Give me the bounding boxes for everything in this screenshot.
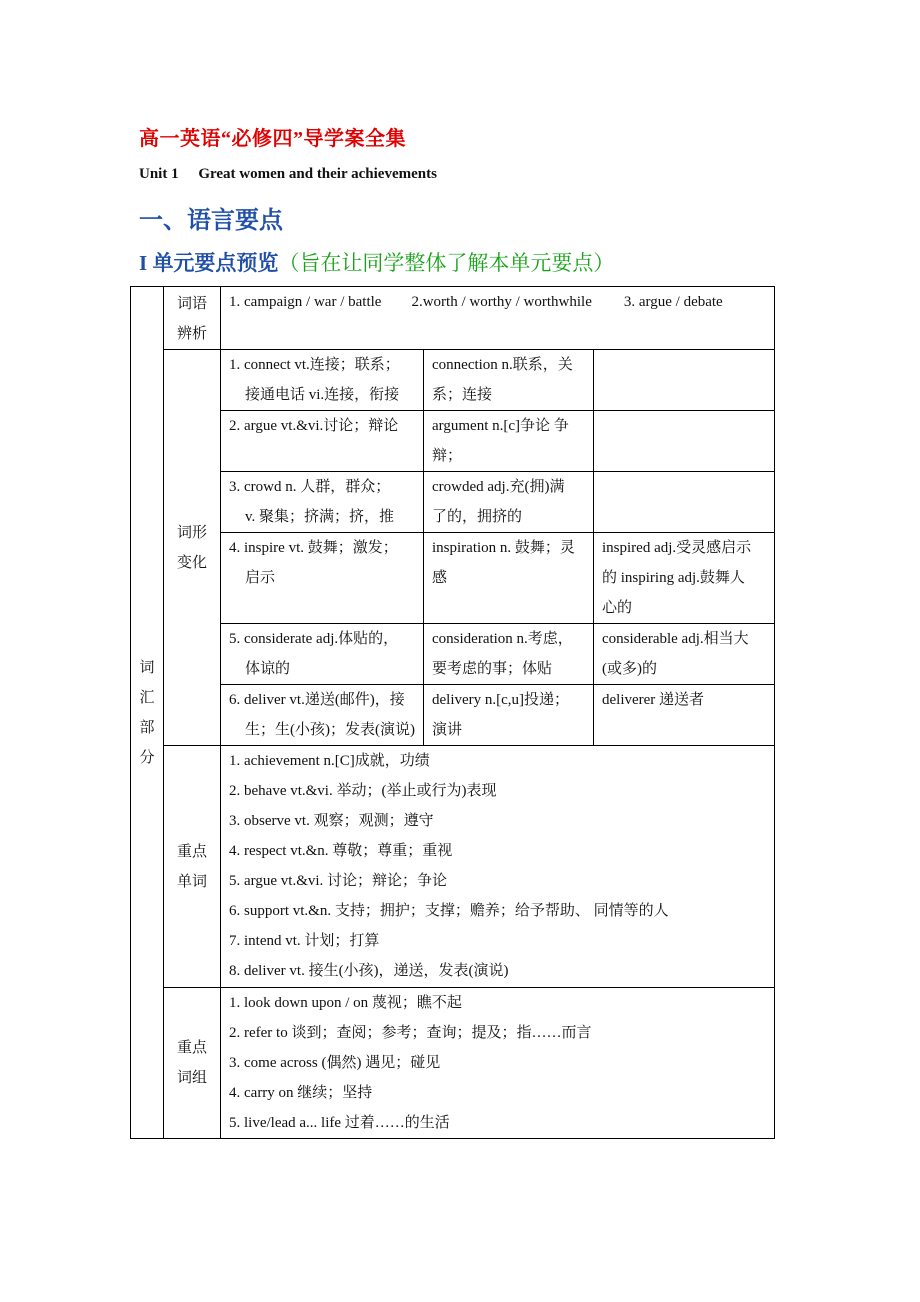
list-item: 6. support vt.&n. 支持；拥护；支撑；赡养；给予帮助、 同情等的人 (229, 903, 669, 919)
form-extra: inspired adj.受灵感启示 的 inspiring adj.鼓舞人 心的 (594, 533, 775, 624)
row-label-key-phrases: 重点 词组 (164, 988, 221, 1139)
unit-name: Great women and their achievements (198, 166, 437, 182)
vocabulary-table (130, 286, 775, 1139)
form-derived: argument n.[c]争论 争 辩； (424, 411, 594, 472)
list-item: 4. respect vt.&n. 尊敬；尊重；重视 (229, 843, 453, 859)
section-roman: I (139, 251, 148, 275)
row-label-forms: 词形 变化 (164, 350, 221, 746)
section-note: （旨在让同学整体了解本单元要点） (278, 251, 615, 275)
table-row (131, 988, 775, 1139)
table-row (131, 624, 775, 685)
category-char: 分 (139, 749, 155, 766)
list-item: 1. look down upon / on 蔑视；瞧不起 (229, 995, 462, 1011)
list-item: 5. live/lead a... life 过着……的生活 (229, 1115, 450, 1131)
table-row (131, 685, 775, 746)
form-derived: delivery n.[c,u]投递； 演讲 (424, 685, 594, 746)
form-base: 6. deliver vt.递送(邮件)，接 生；生(小孩)；发表(演说) (221, 685, 424, 746)
list-item: 5. argue vt.&vi. 讨论；辩论；争论 (229, 873, 448, 889)
unit-heading (139, 166, 437, 183)
doc-title: 高一英语“必修四”导学案全集 (139, 128, 406, 150)
table-row (131, 472, 775, 533)
form-derived: inspiration n. 鼓舞；灵 感 (424, 533, 594, 624)
form-base: 3. crowd n. 人群，群众； v. 聚集；挤满；挤，推 (221, 472, 424, 533)
form-base: 1. connect vt.连接；联系； 接通电话 vi.连接，衔接 (221, 350, 424, 411)
form-extra (594, 350, 775, 411)
list-item: 1. achievement n.[C]成就，功绩 (229, 753, 430, 769)
section-title: 单元要点预览 (152, 251, 279, 275)
section-heading-language-points: 一、语言要点 (139, 208, 283, 234)
list-item: 4. carry on 继续；坚持 (229, 1085, 373, 1101)
form-derived: consideration n.考虑， 要考虑的事；体贴 (424, 624, 594, 685)
form-extra (594, 472, 775, 533)
form-derived: connection n.联系，关 系；连接 (424, 350, 594, 411)
table-row (131, 287, 775, 350)
category-char: 部 (139, 719, 155, 736)
analysis-item: 3. argue / debate (623, 294, 723, 310)
table-row (131, 746, 775, 988)
table-row (131, 411, 775, 472)
section-heading-unit-preview (139, 247, 614, 277)
category-char: 汇 (139, 689, 155, 706)
list-item: 2. behave vt.&vi. 举动；(举止或行为)表现 (229, 783, 497, 799)
list-item: 7. intend vt. 计划；打算 (229, 933, 380, 949)
category-char: 词 (139, 659, 155, 676)
row-label-analysis: 词语 辨析 (164, 287, 221, 350)
form-extra (594, 411, 775, 472)
category-cell (131, 287, 164, 1139)
key-words-list (221, 746, 775, 988)
form-base: 5. considerate adj.体贴的， 体谅的 (221, 624, 424, 685)
analysis-item: 2.worth / worthy / worthwhile (411, 294, 592, 310)
list-item: 8. deliver vt. 接生(小孩)，递送，发表(演说) (229, 963, 509, 979)
key-phrases-list (221, 988, 775, 1139)
form-base: 2. argue vt.&vi.讨论；辩论 (221, 411, 424, 472)
analysis-item: 1. campaign / war / battle (229, 294, 382, 310)
form-derived: crowded adj.充(拥)满 了的，拥挤的 (424, 472, 594, 533)
list-item: 3. come across (偶然) 遇见；碰见 (229, 1055, 441, 1071)
row-label-key-words: 重点 单词 (164, 746, 221, 988)
unit-label: Unit 1 (139, 166, 179, 182)
form-extra: considerable adj.相当大 (或多)的 (594, 624, 775, 685)
list-item: 2. refer to 谈到；查阅；参考；查询；提及；指……而言 (229, 1025, 592, 1041)
form-base: 4. inspire vt. 鼓舞；激发； 启示 (221, 533, 424, 624)
form-extra: deliverer 递送者 (594, 685, 775, 746)
analysis-items (221, 287, 775, 350)
list-item: 3. observe vt. 观察；观测；遵守 (229, 813, 434, 829)
table-row (131, 350, 775, 411)
table-row (131, 533, 775, 624)
